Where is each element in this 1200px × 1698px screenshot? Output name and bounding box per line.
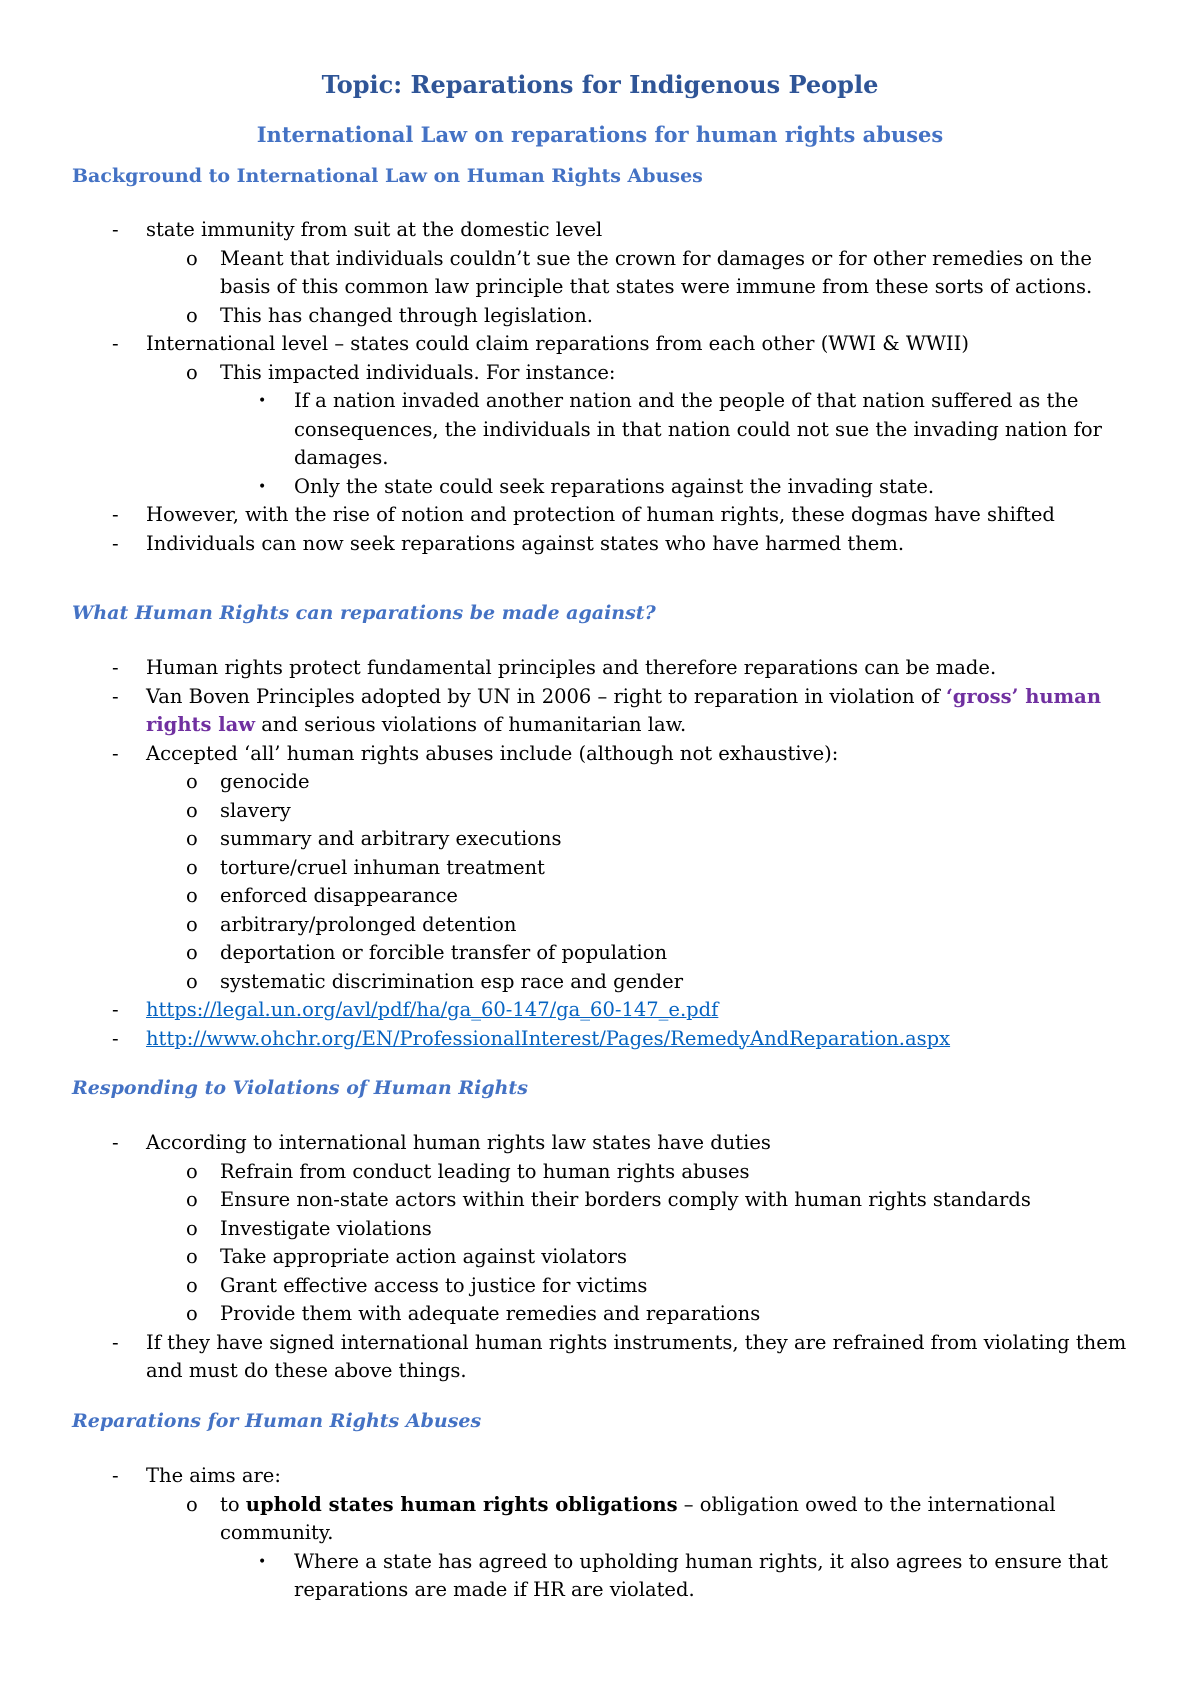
section-what-rights-list (0, 654, 1200, 1053)
ohchr-link[interactable]: http://www.ohchr.org/EN/ProfessionalInterest/Pages/RemedyAndReparation.aspx (146, 1026, 951, 1050)
section-background-list (0, 216, 1200, 558)
list-item: • Only the state could seek reparations against the invading state. (0, 473, 1200, 502)
list-item: o summary and arbitrary executions (0, 825, 1200, 854)
circle-marker: o (186, 770, 198, 793)
circle-marker: o (186, 246, 198, 270)
list-item: o to uphold states human rights obligations – obligation owed to the international community. (186, 1492, 1056, 1544)
list-item (0, 1025, 1200, 1054)
dash-marker: - (112, 684, 119, 708)
dash-marker: - (112, 1330, 119, 1354)
list-item: - Human rights protect fundamental principles and therefore reparations can be made. (0, 654, 1200, 683)
dash-marker: - (112, 1131, 119, 1154)
un-pdf-link[interactable]: https://legal.un.org/avl/pdf/ha/ga_60-147/ga_60-147_e.pdf (146, 998, 719, 1021)
dash-marker: - (112, 741, 119, 765)
dash-marker: - (112, 503, 119, 526)
list-item: o torture/cruel inhuman treatment (0, 854, 1200, 883)
list-item: o deportation or forcible transfer of population (0, 939, 1200, 968)
circle-marker: o (186, 360, 198, 384)
circle-marker: o (186, 884, 198, 907)
circle-marker: o (186, 1159, 198, 1183)
dash-marker: - (112, 531, 119, 555)
dash-marker: - (112, 998, 119, 1021)
bold-obligations: uphold states human rights obligations (245, 1492, 678, 1516)
list-item: o genocide (0, 768, 1200, 797)
circle-marker: o (186, 303, 198, 327)
list-item: o arbitrary/prolonged detention (0, 911, 1200, 940)
dash-marker: - (112, 332, 119, 355)
list-item: - International level – states could claim reparations from each other (WWI & WWII) (0, 330, 1200, 359)
section-responding-list (0, 1129, 1200, 1386)
bullet-marker: • (258, 1553, 267, 1570)
list-item: o slavery (0, 797, 1200, 826)
circle-marker: o (186, 855, 198, 879)
circle-marker: o (186, 941, 198, 964)
section-heading-what-rights: What Human Rights can reparations be made against? (72, 602, 656, 624)
list-item: o This impacted individuals. For instance: (0, 359, 1200, 388)
list-item: - Van Boven Principles adopted by UN in 2006 – right to reparation in violation of ‘gross’ human rights law and serious violations of humanitarian law. (112, 684, 1101, 736)
bullet-marker: • (258, 393, 267, 409)
circle-marker: o (186, 1188, 198, 1211)
list-item: o systematic discrimination esp race and gender (0, 968, 1200, 997)
list-item: - Accepted ‘all’ human rights abuses include (although not exhaustive): (0, 740, 1200, 769)
circle-marker: o (186, 827, 198, 850)
section-reparations-list (0, 1462, 1200, 1605)
list-item: o Meant that individuals couldn’t sue the crown for damages or for other remedies on the basis of this common law principle that states were immune from these sorts of actions. (186, 246, 1093, 298)
list-item: - Individuals can now seek reparations against states who have harmed them. (0, 530, 1200, 559)
list-item: o Provide them with adequate remedies and reparations (0, 1300, 1200, 1329)
list-item: o Refrain from conduct leading to human rights abuses (0, 1158, 1200, 1187)
dash-marker: - (112, 1026, 119, 1050)
dash-marker: - (112, 656, 119, 679)
section-heading-responding: Responding to Violations of Human Rights (72, 1077, 528, 1099)
dash-marker: - (112, 1464, 119, 1487)
circle-marker: o (186, 1302, 198, 1325)
list-item: o enforced disappearance (0, 882, 1200, 911)
list-item: - The aims are: (0, 1462, 1200, 1491)
circle-marker: o (186, 912, 198, 936)
list-item: o Ensure non-state actors within their borders comply with human rights standards (0, 1186, 1200, 1215)
list-item: - According to international human rights law states have duties (0, 1129, 1200, 1158)
section-heading-background: Background to International Law on Human Rights Abuses (72, 165, 703, 187)
circle-marker: o (186, 1216, 198, 1240)
list-item: o Take appropriate action against violators (0, 1243, 1200, 1272)
list-item: - If they have signed international human rights instruments, they are refrained from violating them and must do these above things. (112, 1330, 1127, 1382)
circle-marker: o (186, 1245, 198, 1268)
list-item: - state immunity from suit at the domestic level (0, 216, 1200, 245)
section-heading-reparations: Reparations for Human Rights Abuses (72, 1410, 482, 1432)
gross-highlight: ‘gross’ human rights law (146, 684, 1101, 736)
page-title: Topic: Reparations for Indigenous People (321, 70, 879, 99)
circle-marker: o (186, 1273, 198, 1297)
list-item: • If a nation invaded another nation and the people of that nation suffered as the consequences, the individuals in that nation could not sue the invading nation for damages. (258, 389, 1102, 469)
list-item: o This has changed through legislation. (0, 302, 1200, 331)
list-item (0, 996, 1200, 1025)
circle-marker: o (186, 969, 198, 993)
bullet-marker: • (258, 478, 267, 495)
circle-marker: o (186, 798, 198, 822)
list-item: • Where a state has agreed to upholding human rights, it also agrees to ensure that reparations are made if HR are violated. (258, 1549, 1108, 1601)
page-subtitle: International Law on reparations for human rights abuses (256, 122, 944, 147)
list-item: o Grant effective access to justice for victims (0, 1272, 1200, 1301)
list-item: - However, with the rise of notion and protection of human rights, these dogmas have shifted (0, 501, 1200, 530)
list-item: o Investigate violations (0, 1215, 1200, 1244)
dash-marker: - (112, 218, 119, 241)
circle-marker: o (186, 1492, 198, 1516)
